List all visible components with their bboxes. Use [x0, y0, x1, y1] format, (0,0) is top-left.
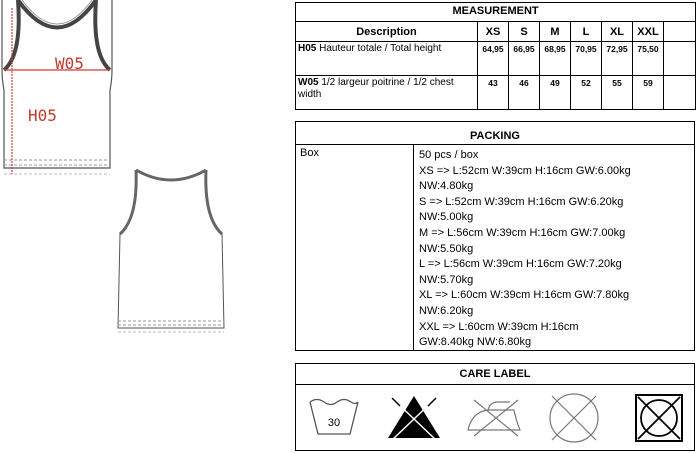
cell-value: 66,95	[509, 42, 540, 76]
no-iron-icon	[464, 396, 526, 440]
table-row	[296, 76, 696, 110]
cell-value: 46	[509, 76, 540, 110]
cell-value: 64,95	[478, 42, 509, 76]
wash-30-icon	[304, 394, 364, 440]
no-dry-clean-icon	[546, 391, 602, 445]
packing-line: NW:6.20kg	[419, 304, 474, 317]
row-code: W05	[298, 77, 319, 88]
size-header: XL	[602, 22, 633, 42]
measurement-table	[295, 2, 696, 110]
height-measure-label: H05	[28, 106, 57, 125]
row-label: 1/2 largeur poitrine / 1/2 chest width	[298, 77, 454, 100]
packing-line: XXL => L:60cm W:39cm H:16cm	[419, 320, 579, 333]
table-row	[296, 42, 696, 76]
cell-value: 52	[571, 76, 602, 110]
row-description	[296, 42, 478, 76]
packing-line: GW:8.40kg NW:6.80kg	[419, 336, 532, 349]
size-header	[664, 22, 696, 42]
size-header: L	[571, 22, 602, 42]
tank-top-front-drawing	[0, 0, 115, 185]
no-tumble-dry-icon	[633, 392, 685, 444]
cell-value: 72,95	[602, 42, 633, 76]
no-bleach-icon	[384, 392, 444, 442]
packing-details	[415, 145, 694, 350]
wash-temperature: 30	[327, 417, 341, 429]
width-measure-label: W05	[55, 54, 84, 73]
row-label: Hauteur totale / Total height	[319, 43, 442, 54]
size-header: XXL	[633, 22, 664, 42]
row-description	[296, 76, 478, 110]
cell-value: 70,95	[571, 42, 602, 76]
tank-top-back-drawing	[112, 168, 232, 348]
cell-value: 49	[540, 76, 571, 110]
packing-line: NW:5.00kg	[419, 211, 474, 224]
row-code: H05	[298, 43, 317, 54]
cell-value: 55	[602, 76, 633, 110]
packing-line: M => L:56cm W:39cm H:16cm GW:7.00kg	[419, 226, 626, 239]
cell-value	[664, 76, 696, 110]
size-header: M	[540, 22, 571, 42]
care-label-title: CARE LABEL	[296, 364, 694, 385]
cell-value: 59	[633, 76, 664, 110]
packing-line: XL => L:60cm W:39cm H:16cm GW:7.80kg	[419, 289, 630, 302]
packing-line: NW:4.80kg	[419, 180, 474, 193]
packing-line: L => L:56cm W:39cm H:16cm GW:7.20kg	[419, 258, 622, 271]
size-header: XS	[478, 22, 509, 42]
cell-value	[664, 42, 696, 76]
packing-line: NW:5.70kg	[419, 273, 474, 286]
size-header: S	[509, 22, 540, 42]
packing-type: Box	[296, 145, 414, 350]
cell-value: 68,95	[540, 42, 571, 76]
packing-line: 50 pcs / box	[419, 149, 479, 161]
packing-title: PACKING	[296, 122, 694, 145]
care-label-section	[295, 363, 695, 451]
packing-line: XS => L:52cm W:39cm H:16cm GW:6.00kg	[419, 164, 631, 177]
description-header: Description	[296, 22, 478, 42]
packing-line: NW:5.50kg	[419, 242, 474, 255]
measurement-title: MEASUREMENT	[296, 3, 696, 22]
packing-line: S => L:52cm W:39cm H:16cm GW:6.20kg	[419, 195, 624, 208]
cell-value: 75,50	[633, 42, 664, 76]
packing-section	[295, 121, 695, 351]
cell-value: 43	[478, 76, 509, 110]
